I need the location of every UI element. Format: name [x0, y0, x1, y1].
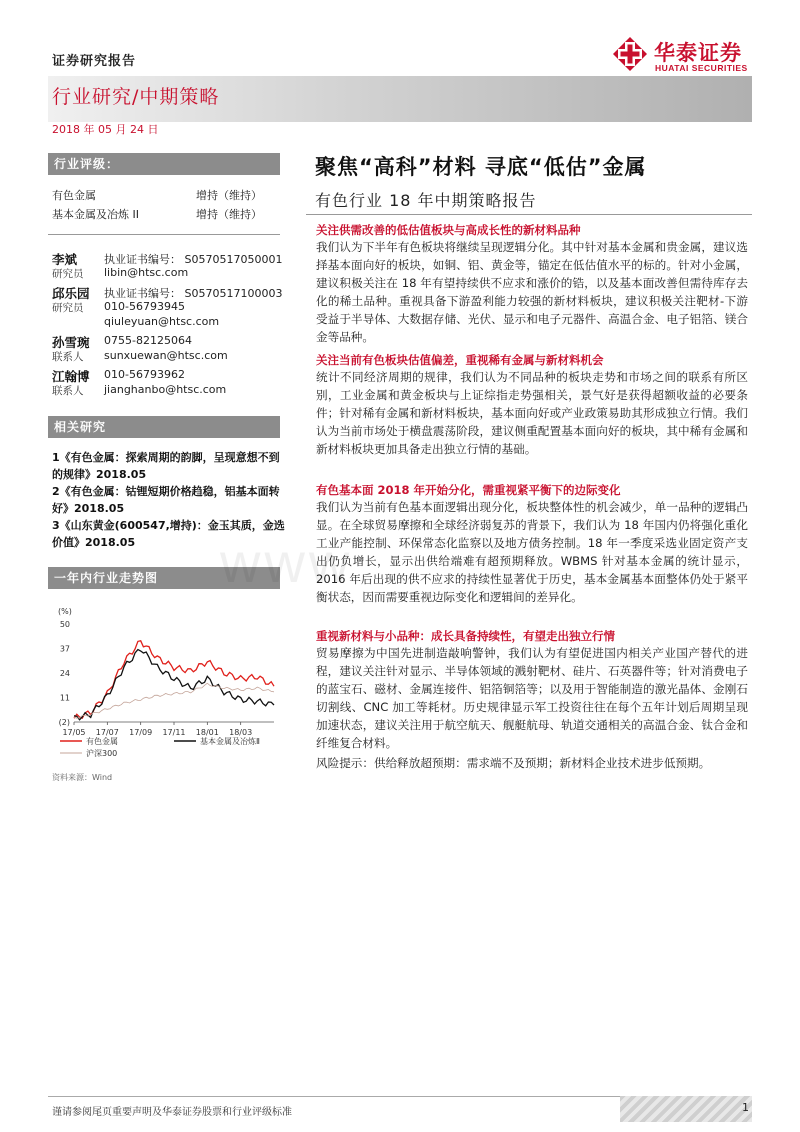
industry-trend-chart: [48, 598, 280, 768]
chart-heading: 一年内行业走势图: [48, 567, 280, 589]
section-heading: 关注供需改善的低估值板块与高成长性的新材料品种: [316, 223, 581, 237]
x-tick-label: 17/07: [95, 728, 119, 737]
analyst-name: 江翰博: [52, 369, 90, 384]
rating-divider: [48, 234, 280, 235]
rating-heading: 行业评级：: [48, 153, 280, 175]
analyst-name: 李斌: [52, 252, 78, 267]
analyst-phone: 010-56793962: [104, 368, 185, 381]
analyst-name: 孙雪琬: [52, 335, 90, 350]
y-tick-label: (2): [58, 718, 70, 727]
series-line-3: [74, 683, 274, 718]
rating-row: [52, 206, 280, 222]
section-heading: 关注当前有色板块估值偏差，重视稀有金属与新材料机会: [316, 353, 604, 367]
rating-row: [52, 187, 280, 203]
legend-label: 有色金属: [86, 737, 118, 746]
analyst-email[interactable]: jianghanbo@htsc.com: [104, 383, 227, 396]
analyst-name: 邱乐园: [52, 286, 90, 301]
analyst-role: 研究员: [52, 302, 84, 314]
y-tick-label: 37: [59, 644, 70, 654]
rating-value: 增持（维持）: [196, 189, 262, 202]
analyst-email[interactable]: sunxuewan@htsc.com: [104, 349, 228, 362]
section-body: 我们认为下半年有色板块将继续呈现逻辑分化。其中针对基本金属和贵金属，建议选择基本面向好的板块，如铜、铝、黄金等，锚定在低估值水平的标的。针对小金属，建议积极关注在 18 年有望持续供不应求和涨价的锆，以及基本面改善但需待库存去化的稀土品种。重视具备下游盈利能力较强的新材料板块，建议积极关注靶材-下游受益于半导体、大数据存储、光伏、显示和电子元器件、高温合金、电子铝箔、镁合金等品种。: [316, 240, 748, 344]
analyst-role: 研究员: [52, 268, 84, 280]
section-heading: 重视新材料与小品种：成长具备持续性，有望走出独立行情: [316, 629, 615, 643]
x-tick-label: 17/11: [162, 728, 186, 737]
huatai-logo-icon: [612, 36, 648, 72]
x-tick-label: 18/01: [195, 728, 219, 737]
watermark: www: [220, 531, 354, 594]
related-heading: 相关研究: [48, 416, 280, 438]
section-body: 统计不同经济周期的规律，我们认为不同品种的板块走势和市场之间的联系有所区别，工业金属和黄金板块与上证综指走势强相关，景气好是获得超额收益的必要条件；针对稀有金属和新材料板块，基本面向好或产业政策易助其形成独立行情。我们认为当前市场处于横盘震荡阶段，建议侧重配置基本面向好的板块，其中稀有金属和新材料板块更加具备走出独立行情的基础。: [316, 370, 748, 456]
logo-subtitle: HUATAI SECURITIES: [655, 63, 748, 73]
title-divider: [306, 214, 752, 215]
page-number: 1: [742, 1101, 749, 1114]
logo-name: 华泰证券: [654, 41, 742, 65]
section-heading: 有色基本面 2018 年开始分化，需重视紧平衡下的边际变化: [316, 483, 621, 497]
y-axis-label: (%): [58, 607, 72, 616]
section-body: 我们认为当前有色基本面逻辑出现分化，板块整体性的机会减少，单一品种的逻辑凸显。在全球贸易摩擦和全球经济弱复苏的背景下，我们认为 18 年国内仍将强化重化工业产能控制、环保常态化监察以及地方债务控制。18 年一季度采选业固定资产支出仍负增长，显示出供给端难有超预期释放。WBMS 针对基本金属的统计显示，2016 年后出现的供不应求的持续性显著优于历史，基本金属基本面整体仍处于紧平衡状态，因而需要重视边际变化和逻辑间的差异化。: [316, 500, 748, 604]
footer-decoration: [620, 1096, 752, 1122]
analyst-email[interactable]: libin@htsc.com: [104, 266, 189, 279]
analyst-role: 联系人: [52, 351, 84, 363]
y-tick-label: 50: [59, 620, 70, 629]
analyst-phone: 0755-82125064: [104, 334, 192, 347]
y-tick-label: 24: [59, 669, 70, 678]
legend-label: 基本金属及冶炼Ⅱ: [200, 737, 260, 746]
y-tick-label: 11: [59, 693, 70, 703]
analyst-phone: 010-56793945: [104, 300, 185, 313]
related-report-item[interactable]: 2《有色金属：钴锂短期价格趋稳，铝基本面转好》2018.05: [52, 485, 280, 515]
report-title: 聚焦“高科”材料 寻底“低估”金属: [315, 155, 647, 179]
legend-label: 沪深300: [86, 749, 118, 758]
footer-disclaimer[interactable]: 谨请参阅尾页重要声明及华泰证券股票和行业评级标准: [52, 1107, 292, 1118]
report-date: 2018 年 05 月 24 日: [52, 123, 159, 136]
rating-value: 增持（维持）: [196, 208, 262, 221]
report-type: 行业研究/中期策略: [52, 86, 220, 108]
trend-chart-svg: [48, 598, 280, 768]
related-report-item[interactable]: 3《山东黄金(600547,增持)：金玉其质，金选价值》2018.05: [52, 519, 285, 549]
report-subtitle: 有色行业 18 年中期策略报告: [315, 191, 537, 210]
section-body: 贸易摩擦为中国先进制造敲响警钟，我们认为有望促进国内相关产业国产替代的进程，建议关注针对显示、半导体领域的溅射靶材、硅片、石英器件等；针对消费电子的蓝宝石、磁材、金属连接件、铝箔铜箔等；以及用于智能制造的激光晶体、金刚石切割线、CNC 加工等耗材。历史规律显示军工投资往往在每个五年计划后周期呈现加速状态，建议关注用于航空航天、舰艇航母、轨道交通相关的高温合金、钛合金和纤维复合材料。: [316, 646, 748, 750]
x-tick-label: 18/03: [229, 728, 253, 737]
huatai-logo: [612, 36, 762, 76]
document-type-label: 证券研究报告: [52, 54, 137, 69]
rating-sector: 基本金属及冶炼 II: [52, 208, 139, 221]
risk-warning: 风险提示：供给释放超预期：需求端不及预期；新材料企业技术进步低预期。: [316, 756, 711, 770]
analyst-email[interactable]: qiuleyuan@htsc.com: [104, 315, 220, 328]
analyst-role: 联系人: [52, 385, 84, 397]
x-tick-label: 17/05: [62, 728, 86, 737]
related-report-item[interactable]: 1《有色金属：探索周期的韵脚，呈现意想不到的规律》2018.05: [52, 451, 280, 481]
x-tick-label: 17/09: [129, 728, 153, 737]
rating-sector: 有色金属: [52, 189, 96, 202]
analyst-license: 执业证书编号： S0570517050001: [104, 253, 283, 266]
chart-source: 资料来源：Wind: [52, 773, 113, 782]
analyst-license: 执业证书编号： S0570517100003: [104, 287, 283, 300]
